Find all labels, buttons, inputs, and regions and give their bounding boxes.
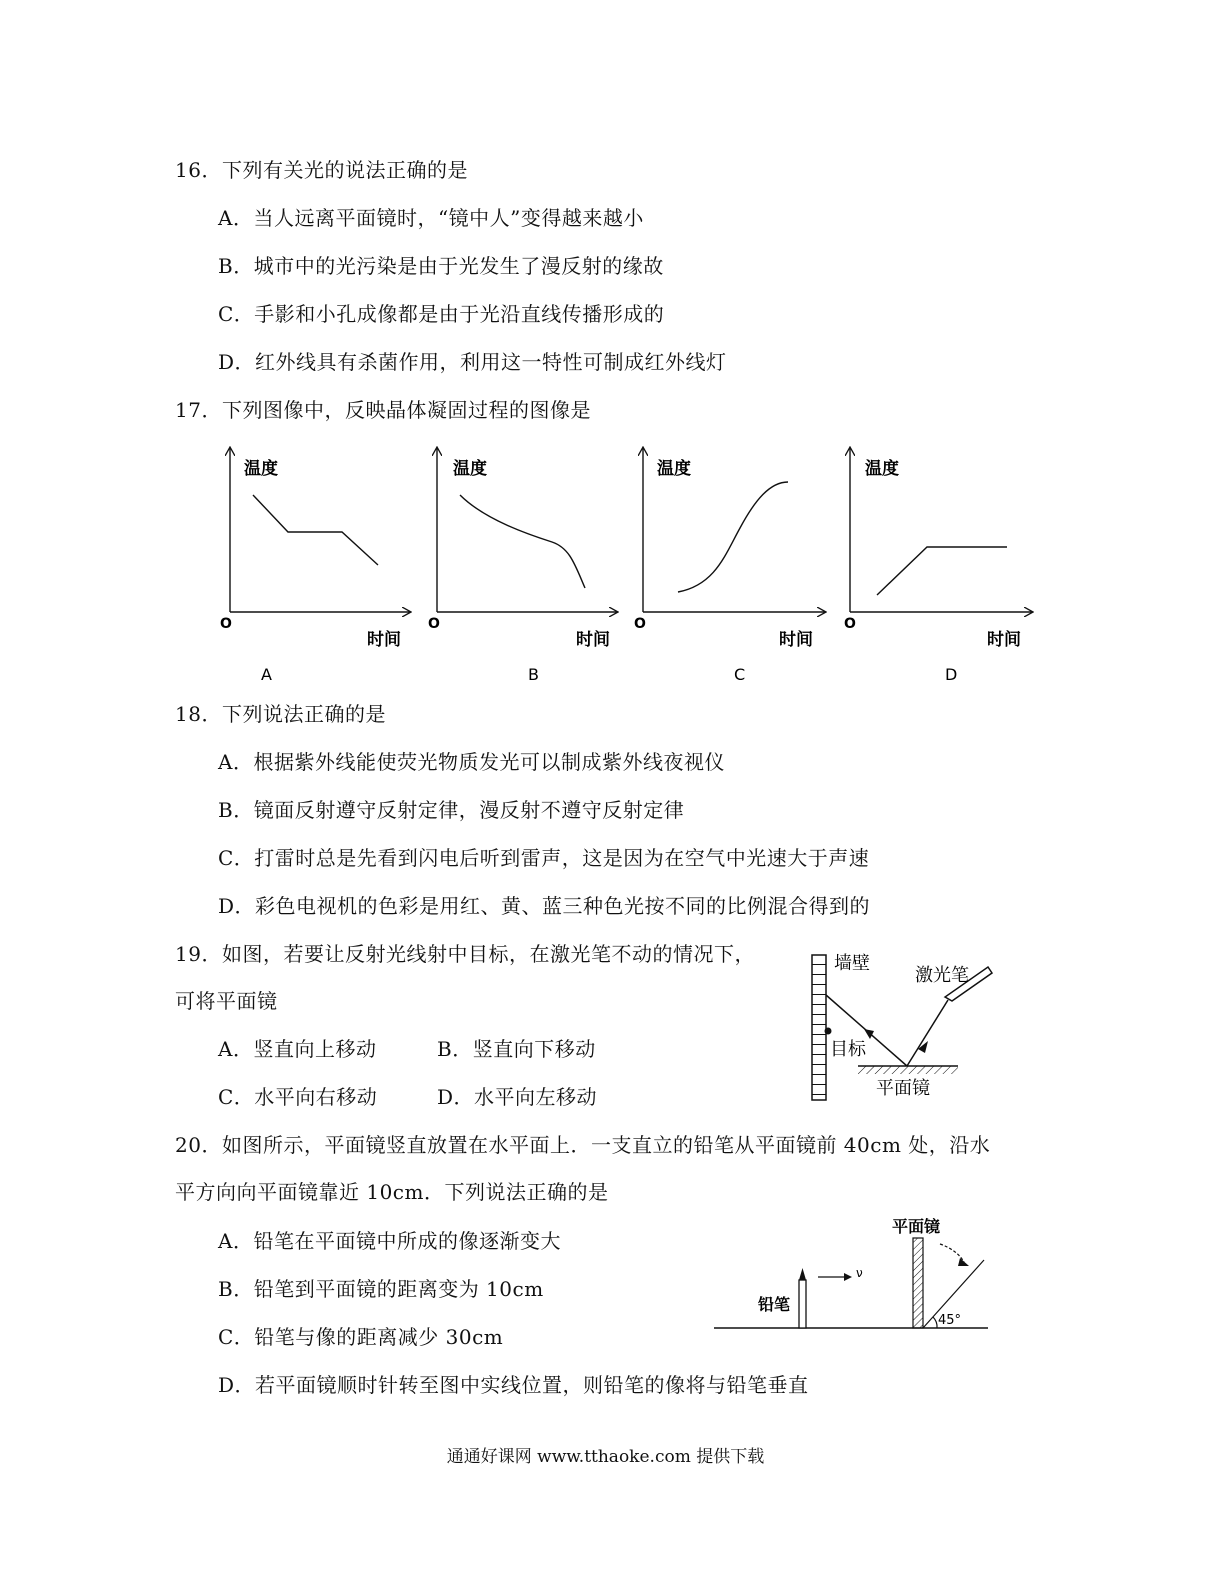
q18-option-c: C．打雷时总是先看到闪电后听到雷声，这是因为在空气中光速大于声速 [218,846,870,870]
graph-b-xlabel: 时间 [576,630,610,650]
q20-option-c: C．铅笔与像的距离减少 30cm [218,1325,504,1349]
graph-c-origin: O [634,616,646,632]
q18-option-d: D．彩色电视机的色彩是用红、黄、蓝三种色光按不同的比例混合得到的 [218,894,871,918]
angle-label: 45° [938,1313,962,1328]
q17-stem: 17．下列图像中，反映晶体凝固过程的图像是 [175,398,591,422]
graph-c-ylabel: 温度 [657,459,691,479]
graph-c [634,448,825,684]
mirror-label-20: 平面镜 [892,1217,941,1236]
rotation-arrowhead [958,1258,969,1266]
graph-d-ylabel: 温度 [865,459,899,479]
wall [812,955,826,1100]
graph-a-ylabel: 温度 [244,459,278,479]
graph-a [220,448,410,684]
vertical-mirror [913,1238,923,1328]
graph-d-xlabel: 时间 [987,630,1021,650]
q20-stem-line1: 20．如图所示，平面镜竖直放置在水平面上．一支直立的铅笔从平面镜前 40cm 处，沿水 [175,1133,991,1157]
target-label: 目标 [830,1039,866,1060]
q16-option-b: B．城市中的光污染是由于光发生了漫反射的缘故 [218,254,664,278]
graph-b-caption: B [528,665,539,684]
pencil [799,1280,806,1328]
move-arrowhead [844,1273,852,1281]
q20-option-b: B．铅笔到平面镜的距离变为 10cm [218,1277,544,1301]
q19-stem-line2: 可将平面镜 [175,989,278,1013]
q19-laser-figure [800,945,1010,1105]
angle-arc [933,1317,937,1328]
q16-option-c: C．手影和小孔成像都是由于光沿直线传播形成的 [218,302,665,326]
graph-d-curve [877,547,1007,595]
graph-c-xlabel: 时间 [779,630,813,650]
graph-b-curve [460,495,585,588]
pencil-tip [799,1268,806,1280]
q20-stem-line2: 平方向向平面镜靠近 10cm．下列说法正确的是 [175,1180,609,1204]
q19-option-b: B．竖直向下移动 [437,1037,596,1061]
graph-d [844,448,1032,684]
incident-ray [907,1000,948,1066]
pencil-label: 铅笔 [758,1295,791,1314]
laser-label: 激光笔 [915,965,969,986]
graph-a-caption: A [261,665,272,684]
graph-a-xlabel: 时间 [367,630,401,650]
reflected-arrow [864,1029,874,1039]
graph-b-ylabel: 温度 [453,459,487,479]
q20-pencil-figure [712,1210,1002,1335]
graph-c-caption: C [734,665,746,684]
graph-b [428,448,617,684]
graph-b-origin: O [428,616,440,632]
q16-option-d: D．红外线具有杀菌作用，利用这一特性可制成红外线灯 [218,350,727,374]
graph-c-curve [678,482,788,592]
wall-label: 墙壁 [834,953,870,974]
graph-d-origin: O [844,616,856,632]
q19-option-a: A．竖直向上移动 [218,1037,377,1061]
q19-option-d: D．水平向左移动 [437,1085,598,1109]
mirror-hatching [858,1066,958,1074]
graph-d-caption: D [945,665,958,684]
q20-option-d: D．若平面镜顺时针转至图中实线位置，则铅笔的像将与铅笔垂直 [218,1373,809,1397]
mirror-label: 平面镜 [876,1078,930,1099]
q18-option-b: B．镜面反射遵守反射定律，漫反射不遵守反射定律 [218,798,685,822]
graph-a-curve [253,495,378,565]
graph-a-origin: O [220,616,232,632]
move-mark: ν [856,1266,863,1280]
q19-option-c: C．水平向右移动 [218,1085,378,1109]
q16-option-a: A．当人远离平面镜时，“镜中人”变得越来越小 [218,206,644,230]
page-footer: 通通好课网 www.tthaoke.com 提供下载 [446,1447,765,1467]
q16-stem: 16．下列有关光的说法正确的是 [175,158,468,182]
target-dot [825,1028,832,1035]
q19-stem-line1: 19．如图，若要让反射光线射中目标，在激光笔不动的情况下， [175,942,755,966]
q18-option-a: A．根据紫外线能使荧光物质发光可以制成紫外线夜视仪 [218,750,725,774]
q20-option-a: A．铅笔在平面镜中所成的像逐渐变大 [218,1229,561,1253]
q17-graphs-figure [210,440,1050,690]
q18-stem: 18．下列说法正确的是 [175,702,386,726]
